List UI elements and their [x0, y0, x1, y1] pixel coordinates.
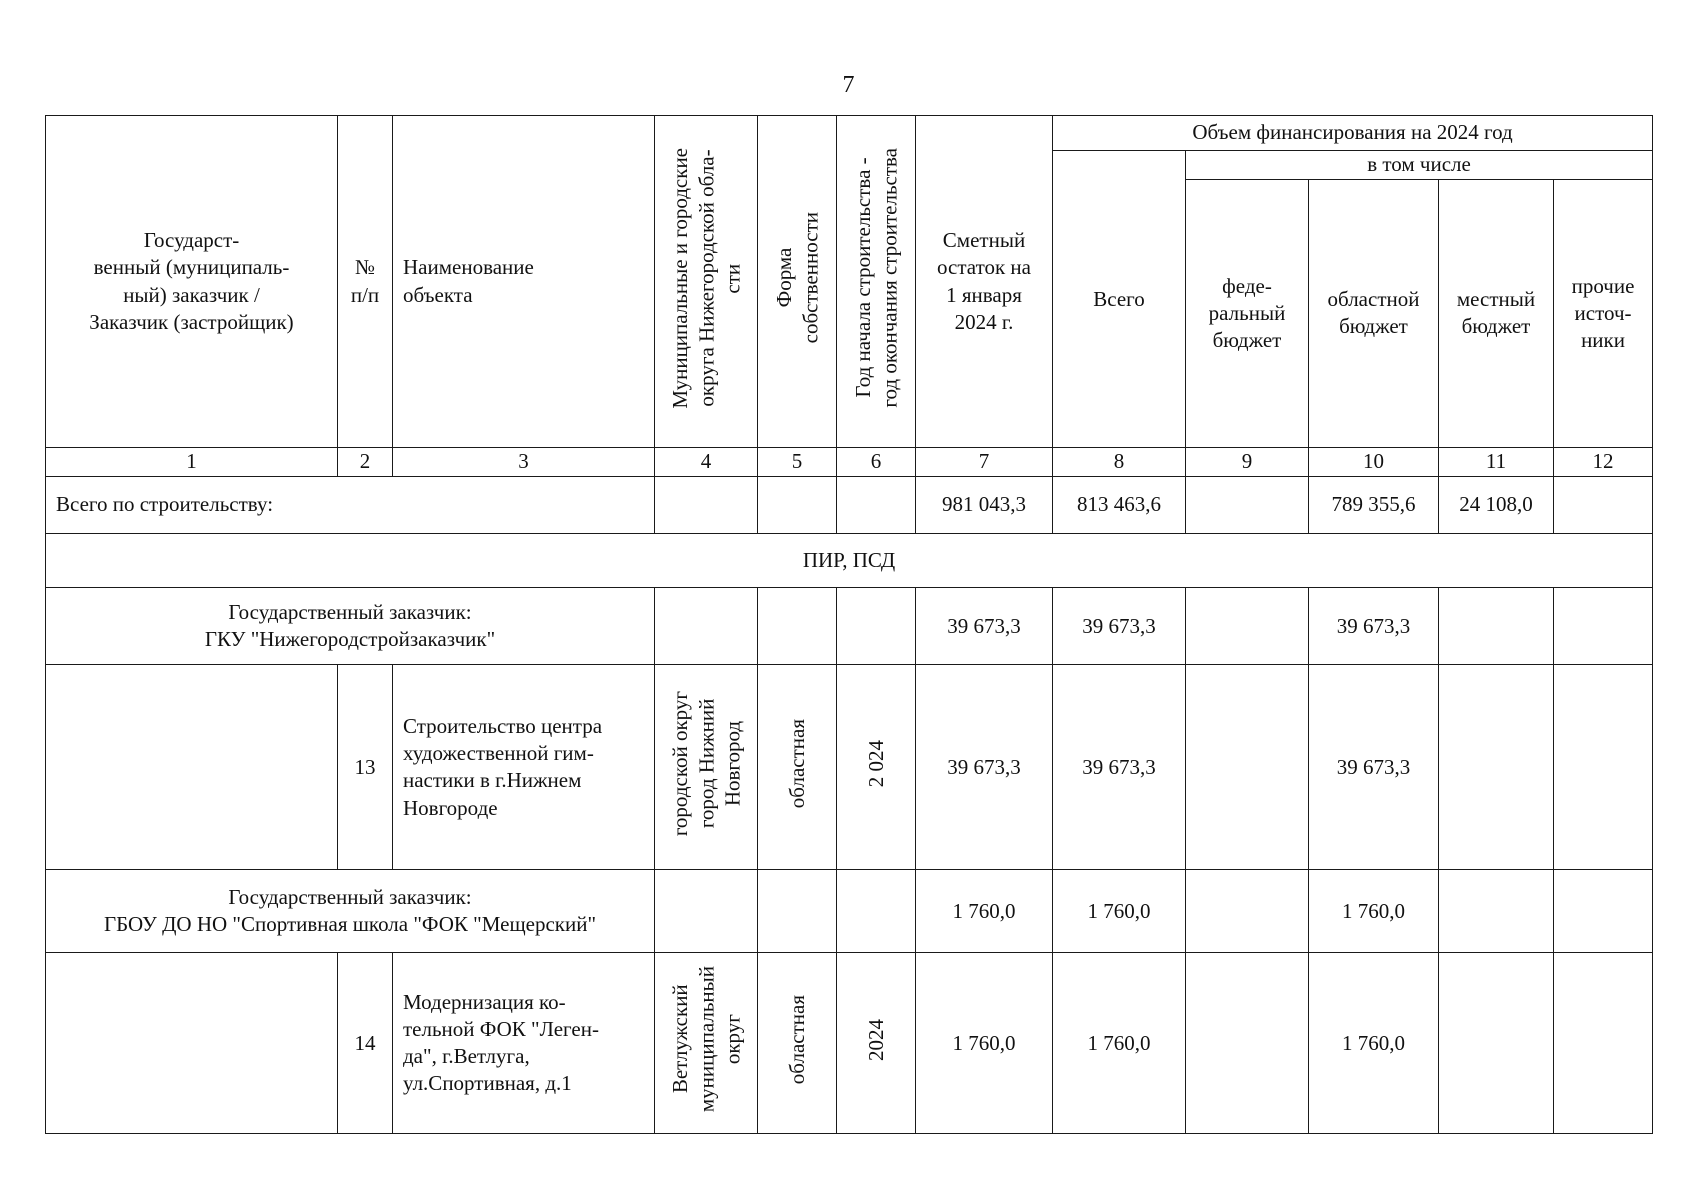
item-total: 1 760,0 — [1053, 953, 1186, 1134]
customer-total: 39 673,3 — [1053, 588, 1186, 665]
grand-total-label: Всего по строительству: — [46, 476, 655, 533]
item-regional: 39 673,3 — [1309, 665, 1439, 870]
grand-total-total: 813 463,6 — [1053, 476, 1186, 533]
header-name: Наименование объекта — [393, 116, 655, 448]
table-row — [46, 665, 1653, 870]
header-including: в том числе — [1186, 151, 1653, 179]
section-row — [46, 533, 1653, 587]
item-total: 39 673,3 — [1053, 665, 1186, 870]
item-year: 2 024 — [837, 665, 916, 870]
grand-total-balance: 981 043,3 — [916, 476, 1053, 533]
customer-balance: 39 673,3 — [916, 588, 1053, 665]
header-ownership: Форма собственности — [758, 116, 837, 448]
item-regional: 1 760,0 — [1309, 953, 1439, 1134]
customer-name: Государственный заказчик: ГКУ "Нижегородстройзаказчик" — [46, 588, 655, 665]
header-customer: Государст- венный (муниципаль- ный) заказчик / Заказчик (застройщик) — [46, 116, 338, 448]
col-number: 6 — [837, 448, 916, 476]
header-other: прочие источ- ники — [1554, 179, 1653, 448]
column-numbers-row — [46, 448, 1653, 476]
header-no: № п/п — [338, 116, 393, 448]
table-row — [46, 953, 1653, 1134]
header-years: Год начала строительства - год окончания строительства — [837, 116, 916, 448]
item-ownership: областная — [758, 665, 837, 870]
grand-total-regional: 789 355,6 — [1309, 476, 1439, 533]
col-number: 5 — [758, 448, 837, 476]
col-number: 2 — [338, 448, 393, 476]
item-year: 2024 — [837, 953, 916, 1134]
financing-table — [45, 115, 1653, 1134]
item-number: 13 — [338, 665, 393, 870]
col-number: 1 — [46, 448, 338, 476]
grand-total-row — [46, 476, 1653, 533]
header-row-1 — [46, 116, 1653, 151]
item-ownership: областная — [758, 953, 837, 1134]
item-name: Строительство центра художественной гим- настики в г.Нижнем Новгороде — [393, 665, 655, 870]
col-number: 11 — [1439, 448, 1554, 476]
customer-balance: 1 760,0 — [916, 870, 1053, 953]
customer-row — [46, 870, 1653, 953]
header-municipal: Муниципальные и городские округа Нижегородской обла- сти — [655, 116, 758, 448]
header-financing: Объем финансирования на 2024 год — [1053, 116, 1653, 151]
col-number: 10 — [1309, 448, 1439, 476]
col-number: 4 — [655, 448, 758, 476]
grand-total-local: 24 108,0 — [1439, 476, 1554, 533]
section-title: ПИР, ПСД — [46, 533, 1653, 587]
col-number: 12 — [1554, 448, 1653, 476]
header-local: местный бюджет — [1439, 179, 1554, 448]
col-number: 7 — [916, 448, 1053, 476]
header-balance: Сметный остаток на 1 января 2024 г. — [916, 116, 1053, 448]
item-balance: 39 673,3 — [916, 665, 1053, 870]
header-total: Всего — [1053, 151, 1186, 448]
header-federal: феде- ральный бюджет — [1186, 179, 1309, 448]
col-number: 9 — [1186, 448, 1309, 476]
customer-row — [46, 588, 1653, 665]
page-number: 7 — [842, 72, 855, 98]
item-municipal: городской округ город Нижний Новгород — [655, 665, 758, 870]
customer-name: Государственный заказчик: ГБОУ ДО НО "Спортивная школа "ФОК "Мещерский" — [46, 870, 655, 953]
col-number: 3 — [393, 448, 655, 476]
customer-total: 1 760,0 — [1053, 870, 1186, 953]
header-regional: областной бюджет — [1309, 179, 1439, 448]
customer-regional: 39 673,3 — [1309, 588, 1439, 665]
item-number: 14 — [338, 953, 393, 1134]
item-municipal: Ветлужский муниципальный округ — [655, 953, 758, 1134]
item-balance: 1 760,0 — [916, 953, 1053, 1134]
item-name: Модернизация ко- тельной ФОК "Леген- да", г.Ветлуга, ул.Спортивная, д.1 — [393, 953, 655, 1134]
customer-regional: 1 760,0 — [1309, 870, 1439, 953]
col-number: 8 — [1053, 448, 1186, 476]
